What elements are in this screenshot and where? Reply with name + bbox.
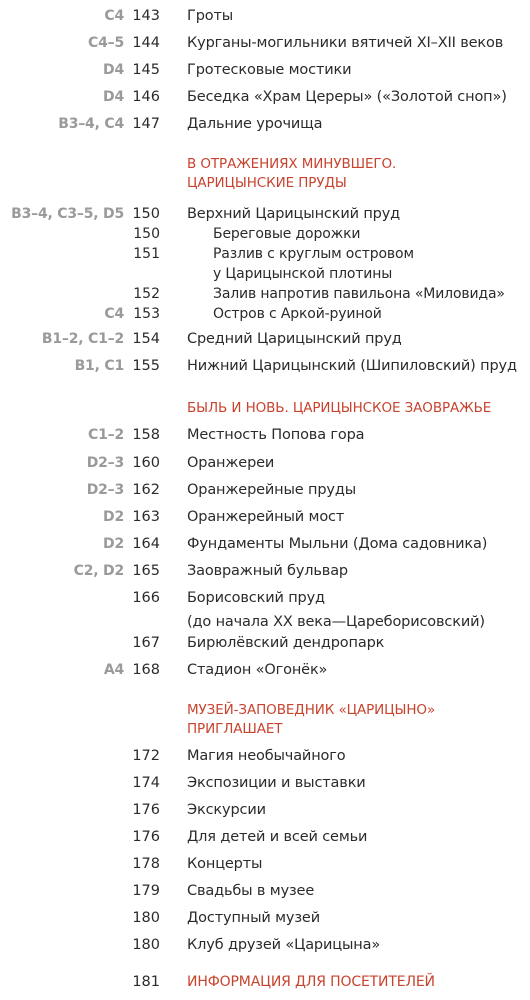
grid-reference: D4 <box>103 89 124 105</box>
entry-title: Нижний Царицынский (Шипиловский) пруд <box>187 358 517 374</box>
toc-entry <box>0 631 530 655</box>
toc-entry <box>0 658 530 682</box>
section-heading-line: В ОТРАЖЕНИЯХ МИНУВШЕГО. <box>187 156 397 172</box>
page-number: 151 <box>133 246 160 262</box>
page-number: 176 <box>132 802 160 818</box>
grid-reference: D2–3 <box>86 482 124 498</box>
toc-entry <box>0 532 530 556</box>
page-number: 147 <box>132 116 160 132</box>
page-number: 158 <box>132 427 160 443</box>
entry-title: Оранжерейные пруды <box>187 482 357 498</box>
grid-reference: D2–3 <box>86 455 124 471</box>
entry-title: Оранжереи <box>187 455 275 471</box>
entry-title: Заовражный бульвар <box>187 563 348 579</box>
entry-title: Остров с Аркой-руиной <box>213 306 382 322</box>
toc-entry <box>0 559 530 583</box>
grid-reference: C4–5 <box>88 35 124 51</box>
grid-reference: B1–2, C1–2 <box>41 331 124 347</box>
page-number: 162 <box>132 482 160 498</box>
page-number: 155 <box>132 358 160 374</box>
page-number: 145 <box>132 62 160 78</box>
page-number: 178 <box>132 856 160 872</box>
toc-entry <box>0 505 530 529</box>
entry-title: Дальние урочища <box>187 116 323 132</box>
section-heading-line: БЫЛЬ И НОВЬ. ЦАРИЦЫНСКОЕ ЗАОВРАЖЬЕ <box>187 400 492 416</box>
grid-reference: B1, C1 <box>74 358 124 374</box>
page-number: 154 <box>132 331 160 347</box>
toc-entry <box>0 879 530 903</box>
toc-entry <box>0 970 530 994</box>
page-number: 160 <box>132 455 160 471</box>
page-number: 172 <box>132 748 160 764</box>
entry-title: ИНФОРМАЦИЯ ДЛЯ ПОСЕТИТЕЛЕЙ <box>187 974 435 990</box>
grid-reference: D2 <box>103 509 124 525</box>
toc-entry <box>0 327 530 351</box>
page-number: 180 <box>132 937 160 953</box>
entry-title: Концерты <box>187 856 263 872</box>
grid-reference: C2, D2 <box>73 563 124 579</box>
page-number: 152 <box>133 286 160 302</box>
page-number: 179 <box>132 883 160 899</box>
entry-title: Оранжерейный мост <box>187 509 345 525</box>
page-number: 150 <box>133 226 160 242</box>
toc-entry <box>0 423 530 447</box>
page-number: 174 <box>132 775 160 791</box>
grid-reference: D4 <box>103 62 124 78</box>
page-number: 144 <box>132 35 160 51</box>
page-number: 165 <box>132 563 160 579</box>
entry-title: Доступный музей <box>187 910 320 926</box>
grid-reference: C4 <box>104 8 124 24</box>
toc-entry <box>0 354 530 378</box>
entry-title: Залив напротив павильона «Миловида» <box>213 286 505 302</box>
grid-reference: A4 <box>103 662 124 678</box>
entry-title: Средний Царицынский пруд <box>187 331 402 347</box>
section-heading-line: МУЗЕЙ-ЗАПОВЕДНИК «ЦАРИЦЫНО» <box>187 702 436 718</box>
entry-title: Экспозиции и выставки <box>187 775 366 791</box>
page-number: 167 <box>132 635 160 651</box>
toc-entry <box>0 85 530 109</box>
toc-entry <box>0 31 530 55</box>
page-number: 180 <box>132 910 160 926</box>
page-number: 163 <box>132 509 160 525</box>
page-number: 153 <box>133 306 160 322</box>
entry-title: Верхний Царицынский пруд <box>187 206 401 222</box>
entry-title: Свадьбы в музее <box>187 883 315 899</box>
entry-title: Магия необычайного <box>187 748 346 764</box>
page-number: 168 <box>132 662 160 678</box>
toc-entry <box>0 4 530 28</box>
entry-title: Клуб друзей «Царицына» <box>187 937 381 953</box>
page-number: 146 <box>132 89 160 105</box>
entry-title: Гроты <box>187 8 234 24</box>
entry-title: Экскурсии <box>187 802 266 818</box>
toc-entry <box>0 798 530 822</box>
toc-entry <box>0 744 530 768</box>
toc-entry <box>0 242 530 282</box>
section-heading-ponds <box>187 155 396 193</box>
entry-title: Местность Попова гора <box>187 427 365 443</box>
grid-reference: B3–4, C4 <box>58 116 124 132</box>
toc-entry <box>0 852 530 876</box>
entry-title: Стадион «Огонёк» <box>187 662 328 678</box>
toc-entry <box>0 906 530 930</box>
entry-title: Фундаменты Мыльни (Дома садовника) <box>187 536 488 552</box>
entry-title: Бирюлёвский дендропарк <box>187 635 385 651</box>
page-number: 176 <box>132 829 160 845</box>
entry-title: Береговые дорожки <box>213 226 361 242</box>
toc-entry <box>0 58 530 82</box>
section-heading-museum <box>187 701 435 739</box>
page-number: 166 <box>132 590 160 606</box>
toc-entry <box>0 302 530 326</box>
page-number: 143 <box>132 8 160 24</box>
entry-title: Для детей и всей семьи <box>187 829 368 845</box>
grid-reference: C1–2 <box>88 427 124 443</box>
toc-entry <box>0 586 530 630</box>
toc-entry <box>0 112 530 136</box>
toc-entry <box>0 933 530 957</box>
page-number: 181 <box>132 974 160 990</box>
section-heading-line: ПРИГЛАШАЕТ <box>187 721 283 737</box>
entry-title: Беседка «Храм Цереры» («Золотой сноп») <box>187 89 507 105</box>
toc-entry <box>0 478 530 502</box>
toc-entry <box>0 825 530 849</box>
page-number: 150 <box>132 206 160 222</box>
toc-entry <box>0 771 530 795</box>
grid-reference: C4 <box>104 306 124 322</box>
entry-title: Борисовский пруд (до начала XX века—Цареборисовский) <box>187 590 485 630</box>
entry-title: Курганы-могильники вятичей XI–XII веков <box>187 35 504 51</box>
section-heading-line: ЦАРИЦЫНСКИЕ ПРУДЫ <box>187 175 347 191</box>
page-number: 164 <box>132 536 160 552</box>
grid-reference: B3–4, C3–5, D5 <box>11 206 124 222</box>
grid-reference: D2 <box>103 536 124 552</box>
entry-title: Гротесковые мостики <box>187 62 352 78</box>
section-heading-zaovrazhye <box>187 399 491 418</box>
entry-title: Разлив с круглым островом у Царицынской плотины <box>213 246 414 282</box>
toc-entry <box>0 451 530 475</box>
